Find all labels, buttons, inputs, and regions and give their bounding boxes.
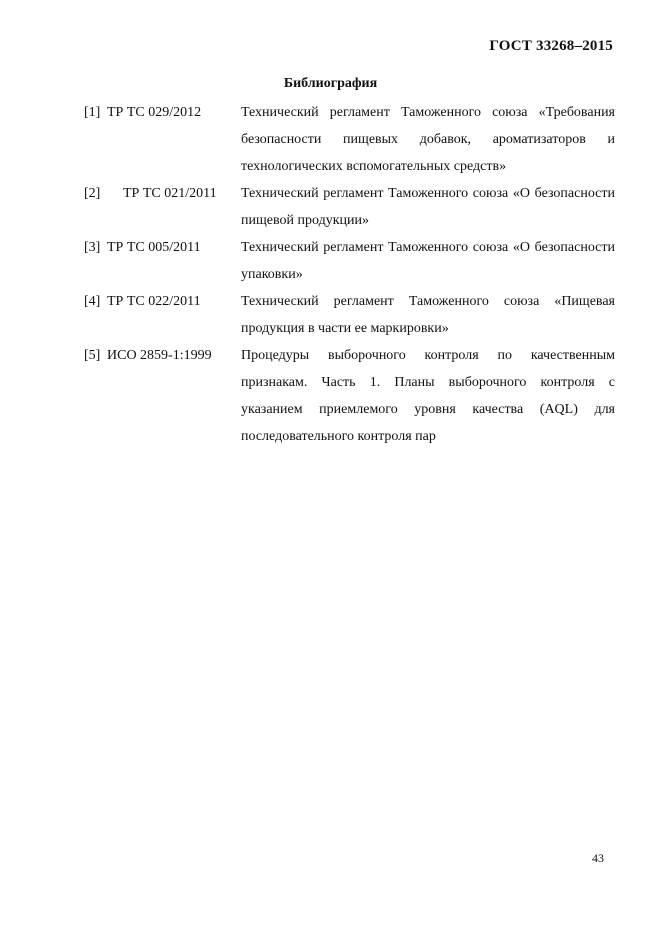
entry-reference: ТР ТС 005/2011: [107, 240, 201, 255]
entry-description: Технический регламент Таможенного союза «Требования безопасности пищевых добавок, ароматизаторов и технологических вспомогательных средств»: [241, 105, 615, 174]
entry-reference: ТР ТС 022/2011: [107, 294, 201, 309]
entry-reference: ТР ТС 021/2011: [123, 186, 217, 201]
bibliography-list: [84, 99, 615, 450]
page-number: 43: [592, 851, 604, 865]
entry-number: [1]: [84, 105, 101, 120]
entry-description: Технический регламент Таможенного союза «Пищевая продукция в части ее маркировки»: [241, 294, 615, 336]
entry-number: [5]: [84, 348, 101, 363]
entry-description: Технический регламент Таможенного союза «О безопасности пищевой продукции»: [241, 186, 615, 228]
document-standard-header: ГОСТ 33268–2015: [489, 38, 613, 54]
entry-number: [4]: [84, 294, 101, 309]
bibliography-entry-4: [84, 288, 615, 342]
bibliography-entry-1: [84, 99, 615, 180]
entry-number: [2]: [84, 186, 101, 201]
entry-description: Процедуры выборочного контроля по качественным признакам. Часть 1. Планы выборочного контроля с указанием приемлемого уровня качества (AQL) для последовательного контроля пар: [241, 348, 615, 444]
bibliography-entry-5: [84, 342, 615, 450]
bibliography-entry-3: [84, 234, 615, 288]
entry-number: [3]: [84, 240, 101, 255]
bibliography-title: Библиография: [283, 76, 378, 91]
entry-reference: ИСО 2859-1:1999: [107, 348, 212, 363]
entry-description: Технический регламент Таможенного союза «О безопасности упаковки»: [241, 240, 615, 282]
entry-reference: ТР ТС 029/2012: [107, 105, 202, 120]
bibliography-entry-2: [84, 180, 615, 234]
